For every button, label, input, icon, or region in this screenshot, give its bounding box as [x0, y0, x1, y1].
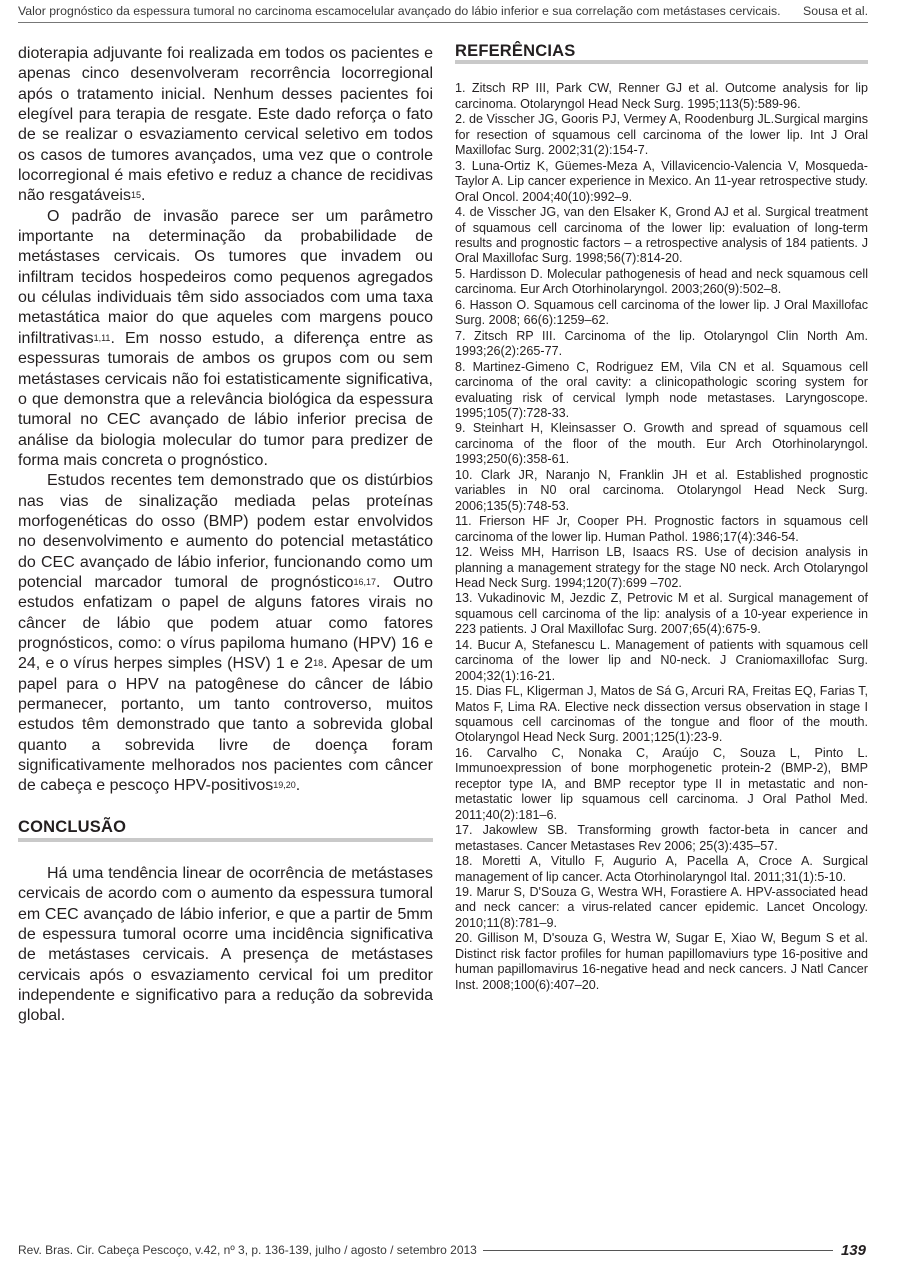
- body-paragraph-2: [18, 207, 433, 471]
- citation-superscript: 16,17: [353, 576, 377, 587]
- reference-item: 20. Gillison M, D'souza G, Westra W, Sugar E, Xiao W, Begum S et al. Distinct risk factor profiles for human papillomaviurs type 16-positive and human papillomavirus 16-negative head and neck cancers. J Natl Cancer Inst. 2008;100(6):407–20.: [455, 931, 868, 992]
- left-column: [18, 44, 433, 1027]
- reference-item: 11. Frierson HF Jr, Cooper PH. Prognostic factors in squamous cell carcinoma of the lower lip. Human Pathol. 1986;17(4):346-54.: [455, 514, 868, 544]
- body-paragraph-3: [18, 471, 433, 797]
- reference-item: 6. Hasson O. Squamous cell carcinoma of the lower lip. J Oral Maxillofac Surg. 2008; 66(6):1259–62.: [455, 297, 868, 328]
- reference-item: 12. Weiss MH, Harrison LB, Isaacs RS. Use of decision analysis in planning a management strategy for the stage N0 neck. Arch Otolaryngol Head Neck Surg. 1994;120(7):699 –702.: [455, 545, 868, 590]
- reference-item: 4. de Visscher JG, van den Elsaker K, Grond AJ et al. Surgical treatment of squamous cell carcinoma of the lower lip: evaluation of long-term results and prognostic factors – a retrospective analysis of 184 patients. J Oral Maxillofac Surg. 1998;56(7):814-20.: [455, 205, 868, 266]
- reference-item: 7. Zitsch RP III. Carcinoma of the lip. Otolaryngol Clin North Am. 1993;26(2):265-77.: [455, 328, 868, 359]
- paragraph-text: . Outro estudos enfatizam o papel de alguns fatores virais no câncer de lábio que podem atuar como fatores prognósticos, como: o vírus papiloma humano (HPV) 16 e 24, e o vírus herpes simples (HSV) 1 e 2: [18, 573, 433, 673]
- reference-item: 1. Zitsch RP III, Park CW, Renner GJ et al. Outcome analysis for lip carcinoma. Otolaryngol Head Neck Surg. 1995;113(5):589-96.: [455, 81, 868, 111]
- reference-item: 3. Luna-Ortiz K, Güemes-Meza A, Villavicencio-Valencia V, Mosqueda-Taylor A. Lip cancer experience in Mexico. An 11-year retrospective study. Oral Oncol. 2004;40(10):992–9.: [455, 158, 868, 204]
- citation-superscript: 15: [130, 190, 141, 201]
- paragraph-text: . Em nosso estudo, a diferença entre as espessuras tumorais de ambos os grupos com ou sem metástases cervicais não foi estatisticamente significativa, o que demonstra que a relevância biológica da espessura tumoral no CEC avançado de lábio inferior precisa de análise da biologia molecular do tumor para predizer de forma mais concreta o prognóstico.: [18, 329, 433, 469]
- journal-citation: Rev. Bras. Cir. Cabeça Pescoço, v.42, nº 3, p. 136-139, julho / agosto / setembro 2013: [18, 1243, 477, 1257]
- page-footer: [18, 1241, 866, 1259]
- reference-item: 8. Martinez-Gimeno C, Rodriguez EM, Vila CN et al. Squamous cell carcinoma of the oral cavity: a clinicopathologic scoring system for evaluating risk of cervical lymph node metastases. Laryngoscope. 1995;105(7):728-33.: [455, 359, 868, 420]
- reference-item: 2. de Visscher JG, Gooris PJ, Vermey A, Roodenburg JL.Surgical margins for resection of squamous cell carcinoma of the lower lip. Int J Oral Maxillofac Surg. 2002;31(2):154-7.: [455, 112, 868, 158]
- paragraph-end: .: [140, 187, 146, 205]
- footer-rule: [483, 1250, 833, 1251]
- reference-item: 10. Clark JR, Naranjo N, Franklin JH et al. Established prognostic variables in N0 oral carcinoma. Otolaryngol Head Neck Surg. 2006;135(5):748-53.: [455, 467, 868, 513]
- conclusion-heading: CONCLUSÃO: [18, 817, 433, 842]
- reference-item: 14. Bucur A, Stefanescu L. Management of patients with squamous cell carcinoma of the lower lip and N0-neck. J Craniomaxillofac Surg. 2004;32(1):16-21.: [455, 637, 868, 683]
- right-column: [455, 44, 868, 993]
- paragraph-end: .: [295, 777, 301, 795]
- paragraph-text: dioterapia adjuvante foi realizada em todos os pacientes e apenas cinco desenvolveram recorrência locorregional após o tratamento inicial. Nenhum desses pacientes foi elegível para terapia de resgate. Este dado reforça o fato de se realizar o esvaziamento cervical seletivo em todos os casos de tumores avançados, uma vez que o controle locorregional é mais efetivo e reduz a chance de recidivas não resgatáveis: [18, 45, 433, 205]
- running-header: [18, 4, 868, 23]
- paragraph-text: Estudos recentes tem demonstrado que os distúrbios nas vias de sinalização mediada pelas proteínas morfogenéticas do osso (BMP) podem estar envolvidos no desenvolvimento e aumento do potencial metastático do CEC avançado de lábio inferior, funcionando como um potencial marcador tumoral de prognóstico: [18, 472, 433, 591]
- citation-superscript: 1,11: [93, 332, 111, 343]
- reference-item: 18. Moretti A, Vitullo F, Augurio A, Pacella A, Croce A. Surgical management of lip cancer. Acta Otorhinolaryngol Ital. 2011;31(1):5-10.: [455, 854, 868, 884]
- running-title: Valor prognóstico da espessura tumoral no carcinoma escamocelular avançado do lábio inferior e sua correlação com metástases cervicais.: [18, 4, 781, 18]
- paragraph-text: O padrão de invasão parece ser um parâmetro importante na determinação da probabilidade de metástases cervicais. Os tumores que invadem ou infiltram tecidos hospedeiros como pequenos agregados ou células individuais têm sido associados com uma taxa metastática maior do que aqueles com margens pouco infiltrativas: [18, 207, 433, 347]
- reference-item: 15. Dias FL, Kligerman J, Matos de Sá G, Arcuri RA, Freitas EQ, Farias T, Matos F, Lima RA. Elective neck dissection versus observation in stage I squamous cell carcinomas of the tongue and floor of the mouth. Otolaryngol Head Neck Surg. 2001;125(1):23-9.: [455, 684, 868, 745]
- page-number: 139: [840, 1241, 866, 1259]
- reference-list: [455, 81, 868, 993]
- citation-superscript: 18: [313, 658, 324, 669]
- running-authors: Sousa et al.: [803, 4, 868, 18]
- paragraph-text: . Apesar de um papel para o HPV na patogênese do câncer de lábio permanecer, portanto, um tanto controverso, muitos estudos têm demonstrado que tanto a sobrevida global quanto a sobrevida livre de doença foram significativamente melhorados nos pacientes com câncer de cabeça e pescoço HPV-positivos: [18, 655, 434, 795]
- reference-item: 9. Steinhart H, Kleinsasser O. Growth and spread of squamous cell carcinoma of the floor of the mouth. Eur Arch Otorhinolaryngol. 1993;250(6):358-61.: [455, 421, 868, 467]
- citation-superscript: 19,20: [273, 780, 296, 791]
- references-heading: REFERÊNCIAS: [455, 44, 868, 64]
- reference-item: 5. Hardisson D. Molecular pathogenesis of head and neck squamous cell carcinoma. Eur Arch Otorhinolaryngol. 2003;260(9):502–8.: [455, 266, 868, 297]
- reference-item: 13. Vukadinovic M, Jezdic Z, Petrovic M et al. Surgical management of squamous cell carcinoma of the lip: analysis of a 10-year experience in 223 patients. J Oral Maxillofac Surg. 2007;65(4):675-9.: [455, 591, 868, 637]
- conclusion-paragraph: Há uma tendência linear de ocorrência de metástases cervicais de acordo com o aumento da espessura tumoral em CEC avançado de lábio inferior, e que a partir de 5mm de espessura tumoral ocorre uma incidência significativa de metástases cervicais. A presença de metástases cervicais após o esvaziamento cervical foi um preditor independente e significativo para a redução da sobrevida global.: [18, 865, 433, 1025]
- reference-item: 16. Carvalho C, Nonaka C, Araújo C, Souza L, Pinto L. Immunoexpression of bone morphogenetic protein-2 (BMP-2), BMP receptor type IA, and BMP receptor type II in metastatic and non-metastatic lower lip squamous cell carcinoma. J Oral Pathol Med. 2011;40(2):181–6.: [455, 745, 868, 822]
- reference-item: 17. Jakowlew SB. Transforming growth factor-beta in cancer and metastases. Cancer Metastases Rev 2006; 25(3):435–57.: [455, 823, 868, 853]
- body-paragraph-1: [18, 44, 433, 207]
- reference-item: 19. Marur S, D'Souza G, Westra WH, Forastiere A. HPV-associated head and neck cancer: a virus-related cancer epidemic. Lancet Oncology. 2010;11(8):781–9.: [455, 885, 868, 930]
